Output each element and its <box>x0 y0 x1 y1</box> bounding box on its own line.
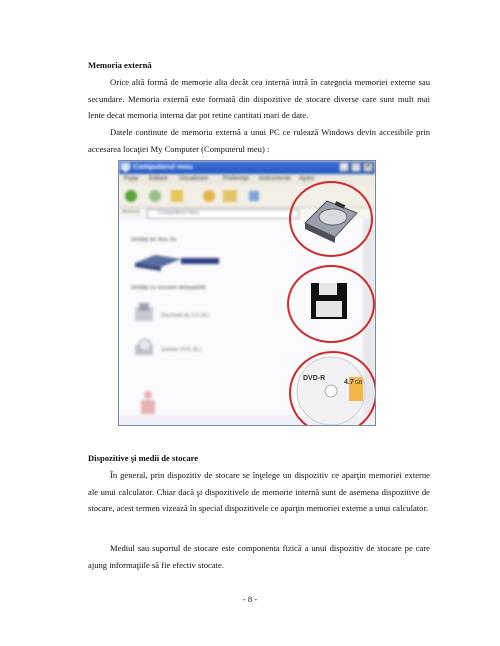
computer-icon <box>121 163 130 172</box>
address-field[interactable]: Computerul meu <box>147 209 299 219</box>
forward-icon <box>149 190 161 202</box>
user-icon <box>135 389 161 417</box>
menu-favorites[interactable]: Preferinţe <box>223 176 250 182</box>
section-heading-storage-devices: Dispozitive şi medii de stocare <box>88 453 199 463</box>
menu-view[interactable]: Vizualizare <box>179 176 209 182</box>
folders-icon <box>223 190 237 202</box>
back-icon <box>125 190 137 202</box>
window-titlebar <box>119 161 375 174</box>
hard-drive-item[interactable] <box>129 249 239 279</box>
dvd-capacity: 4.7 <box>344 379 354 386</box>
menu-tools[interactable]: Instrumente <box>259 176 291 182</box>
paragraph-storage-medium: Mediul sau suportul de stocare este componenta fizică a unui dispozitiv de stocare pe care ajung informaţiile să fie efectiv stocate. <box>88 543 430 570</box>
up-folder-icon <box>171 190 183 202</box>
cd-drive-icon[interactable] <box>133 337 157 361</box>
maximize-button[interactable]: □ <box>351 162 361 172</box>
page-number: - 8 - <box>242 594 258 604</box>
dvd-disc-icon <box>291 353 371 426</box>
hard-disk-callout <box>289 181 373 257</box>
menu-help[interactable]: Ajutor <box>299 176 315 182</box>
group-hdd-label: Unităţi de disc fix <box>131 237 177 243</box>
dvd-label: DVD-R <box>303 375 326 382</box>
close-button[interactable]: X <box>363 162 373 172</box>
floppy-disk-icon <box>289 267 369 337</box>
minimize-button[interactable]: _ <box>339 162 349 172</box>
search-icon <box>203 190 215 202</box>
hard-disk-icon <box>291 183 367 251</box>
floppy-callout <box>287 265 375 343</box>
paragraph-storage-definition: În general, prin dispozitiv de stocare se înţelege un dispozitiv ce aparţin memoriei externe ale unui calculator. Chiar dacă şi dispozitivele de memorie internă sunt de asemena dispozitive de stocare, acest termen vizează în special dispozitivele ce aparţin memoriei externe a unui calculator. <box>88 470 430 514</box>
cdrom-label[interactable]: Unitate DVD (E:) <box>161 347 202 353</box>
address-label: Adresă <box>122 209 140 215</box>
floppy-drive-icon[interactable] <box>133 301 157 325</box>
my-computer-screenshot-figure <box>118 160 376 426</box>
horizontal-scrollbar[interactable] <box>119 160 375 161</box>
section-heading-external-memory: Memoria externă <box>88 60 152 70</box>
dvd-capacity-unit: GB <box>355 380 363 386</box>
menu-file[interactable]: Fişier <box>124 176 139 182</box>
dvd-callout <box>289 351 376 426</box>
window-title: Computerul meu <box>133 162 193 171</box>
menu-edit[interactable]: Editare <box>149 176 169 182</box>
paragraph-my-computer: Datele continute de memoria externă a unui PC ce rulează Windows devin accesibile prin accesarea locaţiei My Computer (Computerul meu) : <box>88 127 430 154</box>
group-removable-label: Unităţi cu stocare detaşabilă <box>131 285 206 291</box>
view-icon <box>249 191 259 201</box>
floppy-label[interactable]: Dischetă de 3,5 (A:) <box>161 313 210 319</box>
paragraph-external-memory: Orice altă formă de memorie alta decât cea internă intră în categoria memoriei externe sau secundare. Memoria externă este formată din dispozitive de stocare diverse care sunt mult mai lente decat memoria interna dar pot retine cantitati mari de date. <box>88 77 430 121</box>
